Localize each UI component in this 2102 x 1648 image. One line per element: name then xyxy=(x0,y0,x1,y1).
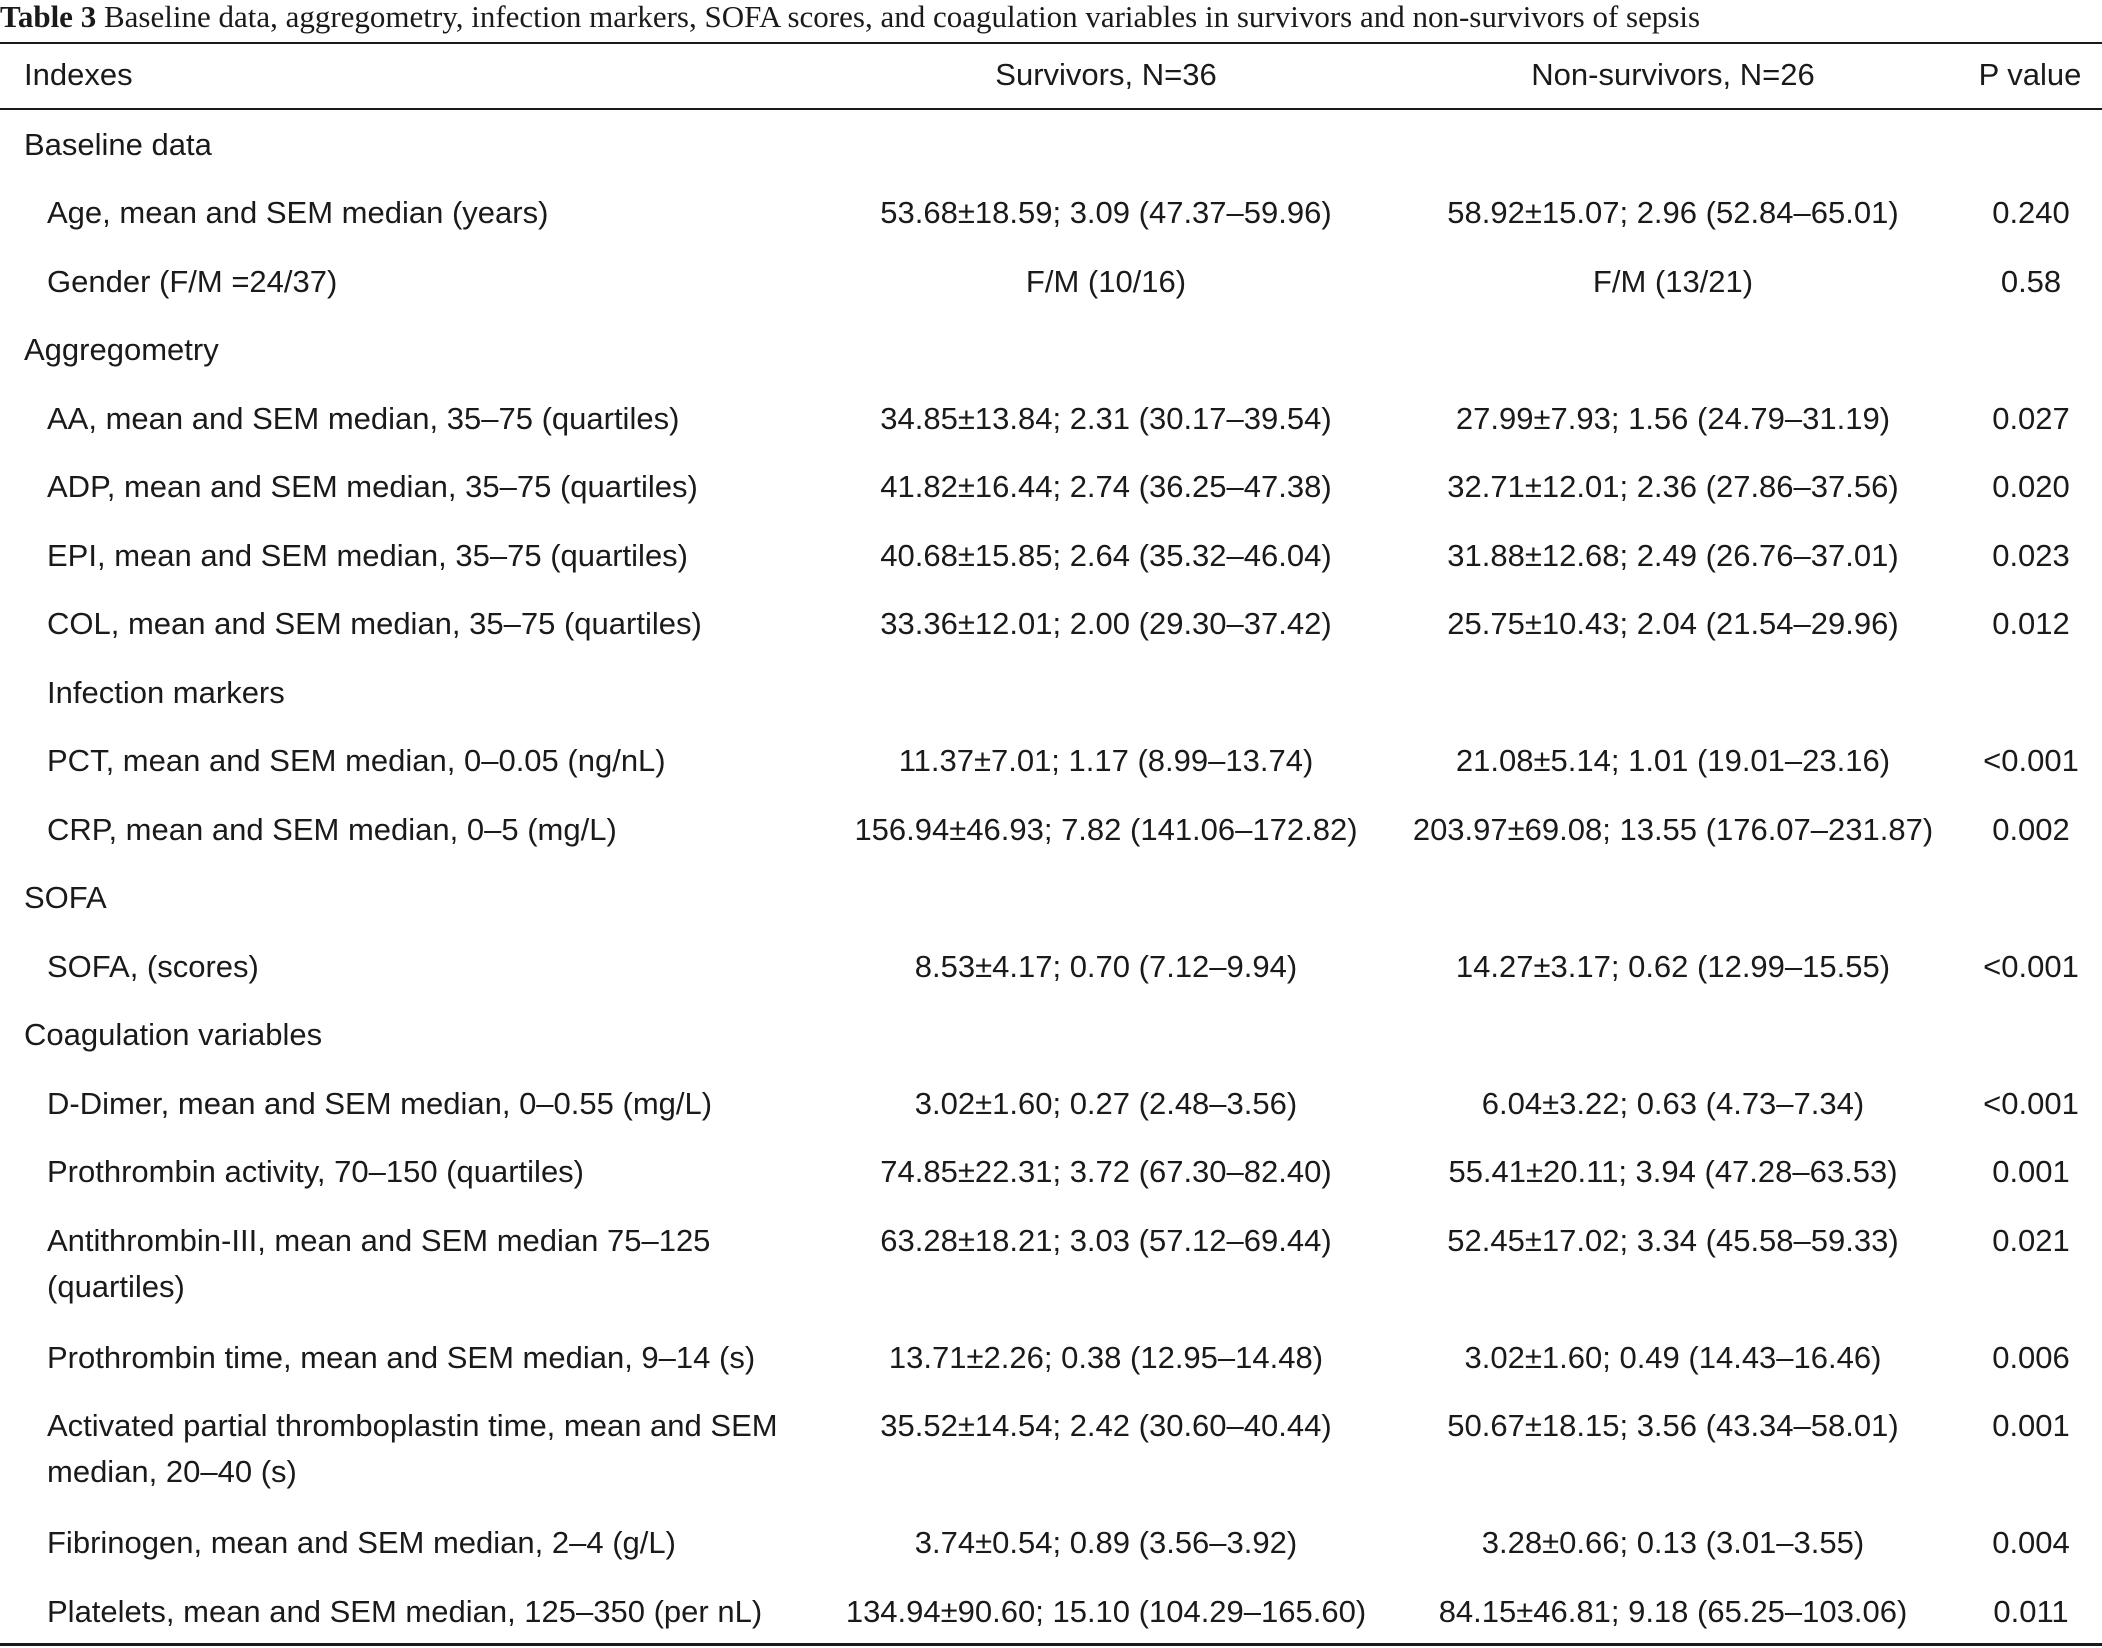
non-survivors-value: 21.08±5.14; 1.01 (19.01–23.16) xyxy=(1455,743,1891,778)
table-caption-text: Baseline data, aggregometry, infection markers, SOFA scores, and coagulation variables in survivors and non-survivors of sepsis xyxy=(103,0,1701,34)
p-value: 0.004 xyxy=(1992,1525,2070,1560)
non-survivors-value: 203.97±69.08; 13.55 (176.07–231.87) xyxy=(1412,812,1934,847)
survivors-value: 8.53±4.17; 0.70 (7.12–9.94) xyxy=(914,949,1298,984)
table-row xyxy=(0,396,2102,442)
row-label: EPI, mean and SEM median, 35–75 (quartiles) xyxy=(47,538,689,573)
non-survivors-value: 25.75±10.43; 2.04 (21.54–29.96) xyxy=(1447,606,1899,641)
non-survivors-value: 55.41±20.11; 3.94 (47.28–63.53) xyxy=(1448,1154,1898,1189)
non-survivors-value: 27.99±7.93; 1.56 (24.79–31.19) xyxy=(1455,401,1891,436)
survivors-value: 33.36±12.01; 2.00 (29.30–37.42) xyxy=(880,606,1332,641)
table-row xyxy=(0,533,2102,579)
section-header-row xyxy=(0,122,2102,168)
table-row xyxy=(0,259,2102,305)
table-row xyxy=(0,1335,2102,1381)
row-label: Age, mean and SEM median (years) xyxy=(47,195,549,230)
survivors-value: 74.85±22.31; 3.72 (67.30–82.40) xyxy=(880,1154,1332,1189)
header-survivors: Survivors, N=36 xyxy=(995,57,1217,92)
non-survivors-value: 6.04±3.22; 0.63 (4.73–7.34) xyxy=(1481,1086,1865,1121)
table-row xyxy=(0,190,2102,236)
survivors-value: 11.37±7.01; 1.17 (8.99–13.74) xyxy=(898,743,1314,778)
table-row xyxy=(0,1149,2102,1195)
row-label: Antithrombin-III, mean and SEM median 75–125 (quartiles) xyxy=(47,1223,711,1304)
survivors-value: 53.68±18.59; 3.09 (47.37–59.96) xyxy=(880,195,1332,230)
row-label: Platelets, mean and SEM median, 125–350 (per nL) xyxy=(47,1594,763,1629)
p-value: 0.002 xyxy=(1992,812,2070,847)
row-label: Gender (F/M =24/37) xyxy=(47,264,338,299)
row-label: D-Dimer, mean and SEM median, 0–0.55 (mg/L) xyxy=(47,1086,713,1121)
section-header-row xyxy=(0,1012,2102,1058)
p-value: 0.001 xyxy=(1992,1154,2070,1189)
survivors-value: 34.85±13.84; 2.31 (30.17–39.54) xyxy=(880,401,1332,436)
table-row xyxy=(0,601,2102,647)
row-label: CRP, mean and SEM median, 0–5 (mg/L) xyxy=(47,812,617,847)
row-label: Prothrombin time, mean and SEM median, 9–14 (s) xyxy=(47,1340,756,1375)
table-row xyxy=(0,944,2102,990)
p-value: 0.021 xyxy=(1992,1223,2070,1258)
table-row xyxy=(0,1218,2102,1318)
p-value: 0.006 xyxy=(1992,1340,2070,1375)
p-value: <0.001 xyxy=(1983,1086,2079,1121)
non-survivors-value: 58.92±15.07; 2.96 (52.84–65.01) xyxy=(1447,195,1899,230)
survivors-value: 63.28±18.21; 3.03 (57.12–69.44) xyxy=(880,1223,1332,1258)
survivors-value: 156.94±46.93; 7.82 (141.06–172.82) xyxy=(854,812,1358,847)
p-value: 0.012 xyxy=(1992,606,2070,641)
p-value: 0.020 xyxy=(1992,469,2070,504)
table-row xyxy=(0,807,2102,853)
p-value: 0.027 xyxy=(1992,401,2070,436)
table-row xyxy=(0,738,2102,784)
survivors-value: 134.94±90.60; 15.10 (104.29–165.60) xyxy=(845,1594,1367,1629)
survivors-value: 40.68±15.85; 2.64 (35.32–46.04) xyxy=(880,538,1332,573)
p-value: 0.023 xyxy=(1992,538,2070,573)
table-row xyxy=(0,1589,2102,1635)
section-label: Infection markers xyxy=(47,675,285,710)
table-row xyxy=(0,1081,2102,1127)
section-label: Coagulation variables xyxy=(24,1017,323,1052)
survivors-value: 13.71±2.26; 0.38 (12.95–14.48) xyxy=(888,1340,1324,1375)
table-bottom-rule xyxy=(0,1643,2102,1646)
table-header-rule xyxy=(0,108,2102,110)
survivors-value: 41.82±16.44; 2.74 (36.25–47.38) xyxy=(880,469,1332,504)
table-top-rule xyxy=(0,42,2102,44)
row-label: COL, mean and SEM median, 35–75 (quartiles) xyxy=(47,606,702,641)
section-label: Baseline data xyxy=(24,127,212,162)
non-survivors-value: 52.45±17.02; 3.34 (45.58–59.33) xyxy=(1447,1223,1899,1258)
survivors-value: F/M (10/16) xyxy=(1025,264,1187,299)
row-label: Activated partial thromboplastin time, mean and SEM median, 20–40 (s) xyxy=(47,1408,778,1489)
section-label: SOFA xyxy=(24,880,107,915)
non-survivors-value: 3.02±1.60; 0.49 (14.43–16.46) xyxy=(1464,1340,1882,1375)
p-value: 0.58 xyxy=(2000,264,2062,299)
survivors-value: 3.02±1.60; 0.27 (2.48–3.56) xyxy=(914,1086,1298,1121)
table-row xyxy=(0,1403,2102,1503)
row-label: Fibrinogen, mean and SEM median, 2–4 (g/L) xyxy=(47,1525,676,1560)
survivors-value: 35.52±14.54; 2.42 (30.60–40.44) xyxy=(880,1408,1332,1443)
header-p-value: P value xyxy=(1978,57,2082,92)
p-value: 0.011 xyxy=(1993,1594,2069,1629)
row-label: SOFA, (scores) xyxy=(47,949,259,984)
non-survivors-value: 50.67±18.15; 3.56 (43.34–58.01) xyxy=(1447,1408,1899,1443)
table-row xyxy=(0,1520,2102,1566)
non-survivors-value: 31.88±12.68; 2.49 (26.76–37.01) xyxy=(1447,538,1899,573)
table-caption xyxy=(0,0,2102,38)
table-row xyxy=(0,464,2102,510)
non-survivors-value: 32.71±12.01; 2.36 (27.86–37.56) xyxy=(1447,469,1899,504)
header-indexes: Indexes xyxy=(24,57,133,92)
non-survivors-value: 3.28±0.66; 0.13 (3.01–3.55) xyxy=(1481,1525,1865,1560)
row-label: Prothrombin activity, 70–150 (quartiles) xyxy=(47,1154,585,1189)
table-header-row xyxy=(0,52,2102,98)
row-label: PCT, mean and SEM median, 0–0.05 (ng/nL) xyxy=(47,743,666,778)
row-label: AA, mean and SEM median, 35–75 (quartiles) xyxy=(47,401,680,436)
header-non-survivors: Non-survivors, N=26 xyxy=(1531,57,1815,92)
p-value: <0.001 xyxy=(1983,949,2079,984)
section-label: Aggregometry xyxy=(24,332,219,367)
non-survivors-value: F/M (13/21) xyxy=(1592,264,1754,299)
row-label: ADP, mean and SEM median, 35–75 (quartiles) xyxy=(47,469,698,504)
non-survivors-value: 84.15±46.81; 9.18 (65.25–103.06) xyxy=(1438,1594,1908,1629)
non-survivors-value: 14.27±3.17; 0.62 (12.99–15.55) xyxy=(1455,949,1891,984)
p-value: 0.001 xyxy=(1992,1408,2070,1443)
table-caption-label: Table 3 xyxy=(0,0,97,34)
p-value: 0.240 xyxy=(1992,195,2070,230)
survivors-value: 3.74±0.54; 0.89 (3.56–3.92) xyxy=(914,1525,1298,1560)
section-header-row xyxy=(0,670,2102,716)
section-header-row xyxy=(0,875,2102,921)
section-header-row xyxy=(0,327,2102,373)
p-value: <0.001 xyxy=(1983,743,2079,778)
